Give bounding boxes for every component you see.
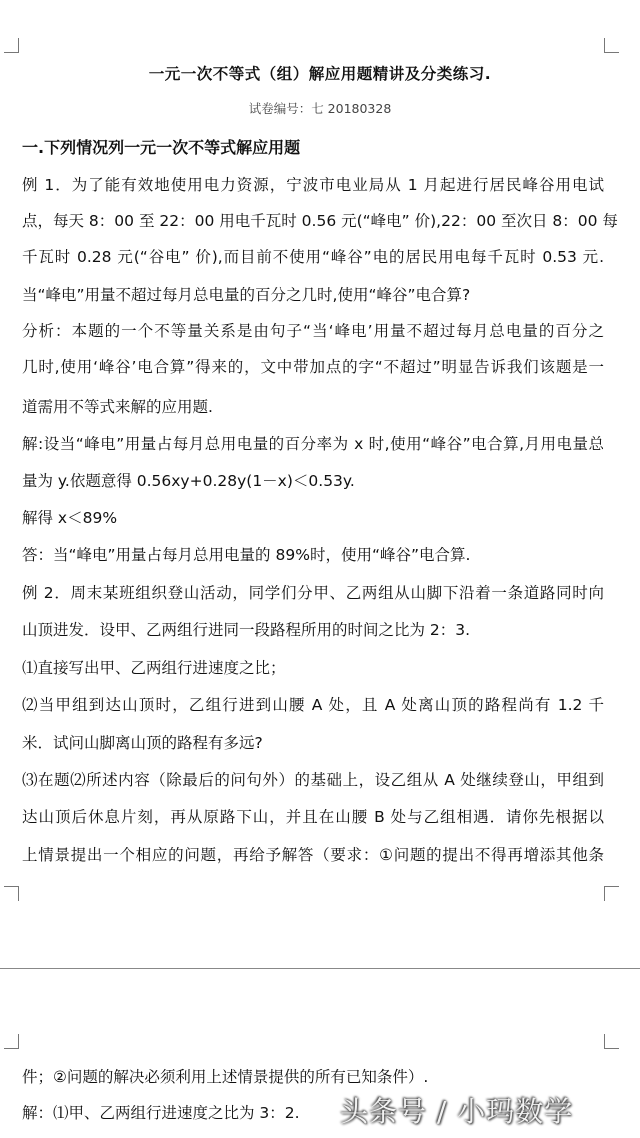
text-line: 道需用不等式来解的应用题. (22, 398, 213, 416)
exam-code: 试卷编号：七 20180328 (248, 101, 392, 116)
text-line: ⑵当甲组到达山顶时，乙组行进到山腰 A 处，且 A 处离山顶的路程尚有 1.2 千 (22, 696, 604, 714)
crop-mark-bottom-left (4, 886, 19, 901)
text-line: 解:设当“峰电”用量占每月总用电量的百分率为 x 时,使用“峰谷”电合算,月用电量总 (22, 435, 604, 453)
text-line: 上情景提出一个相应的问题，再给予解答（要求：①问题的提出不得再增添其他条 (22, 846, 604, 864)
section-heading: 一.下列情况列一元一次不等式解应用题 (22, 138, 301, 157)
text-line: 点，每天 8：00 至 22：00 用电千瓦时 0.56 元(“峰电” 价),22：00 至次日 8：00 每 (22, 212, 618, 230)
text-line: 米．试问山脚离山顶的路程有多远? (22, 734, 263, 752)
document-title: 一元一次不等式（组）解应用题精讲及分类练习. (148, 65, 492, 83)
text-line: 件；②问题的解决必须利用上述情景提供的所有已知条件）. (22, 1068, 429, 1086)
text-line: 解得 x＜89% (22, 509, 118, 527)
crop-mark-bottom-right (604, 886, 619, 901)
text-line: 千瓦时 0.28 元(“谷电” 价),而目前不使用“峰谷”电的居民用电每千瓦时 0.53 元. (22, 248, 604, 266)
crop-mark-top-left (4, 38, 19, 53)
text-line: 山顶进发．设甲、乙两组行进同一段路程所用的时间之比为 2：3. (22, 621, 471, 639)
page-separator (0, 968, 640, 969)
text-line: 达山顶后休息片刻，再从原路下山，并且在山腰 B 处与乙组相遇．请你先根据以 (22, 808, 604, 826)
text-line: 例 1．为了能有效地使用电力资源，宁波市电业局从 1 月起进行居民峰谷用电试 (22, 176, 604, 194)
crop-mark-page2-right (604, 1034, 619, 1049)
text-line: 解：⑴甲、乙两组行进速度之比为 3：2. (22, 1104, 300, 1122)
watermark-text: 头条号 / 小玛数学 (340, 1095, 574, 1128)
text-line: 答：当“峰电”用量占每月总用电量的 89%时，使用“峰谷”电合算. (22, 546, 471, 564)
text-line: 量为 y.依题意得 0.56xy+0.28y(1－x)＜0.53y. (22, 472, 355, 490)
text-line: ⑶在题⑵所述内容（除最后的问句外）的基础上，设乙组从 A 处继续登山，甲组到 (22, 771, 604, 789)
text-line: 例 2．周末某班组织登山活动，同学们分甲、乙两组从山脚下沿着一条道路同时向 (22, 584, 604, 602)
text-line: 当“峰电”用量不超过每月总电量的百分之几时,使用“峰谷”电合算? (22, 286, 471, 304)
crop-mark-page2-left (4, 1034, 19, 1049)
text-line: ⑴直接写出甲、乙两组行进速度之比； (22, 659, 286, 677)
text-line: 几时,使用‘峰谷’电合算”得来的，文中带加点的字“不超过”明显告诉我们该题是一 (22, 358, 604, 376)
crop-mark-top-right (604, 38, 619, 53)
text-line: 分析：本题的一个不等量关系是由句子“当‘峰电’用量不超过每月总电量的百分之 (22, 322, 604, 340)
